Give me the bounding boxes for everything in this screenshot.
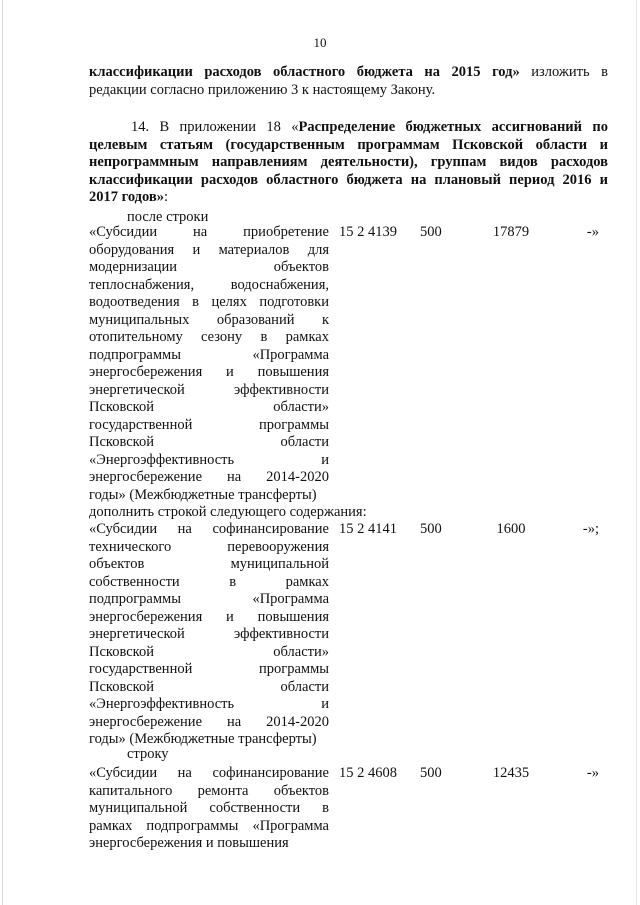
text-line	[89, 64, 608, 82]
description-line: капитального ремонта объектов	[89, 782, 329, 799]
row-description	[89, 765, 329, 853]
bold-text-segment: классификации расходов областного бюджета на 2015 год»	[89, 64, 520, 80]
row-word-label: строку	[127, 746, 169, 762]
row-amount: 12435	[492, 765, 530, 781]
description-line: энергетической эффективности	[89, 381, 329, 398]
description-line: муниципальной собственности в	[89, 800, 329, 816]
bold-text-segment: классификации расходов областного бюджета на плановый период 2016 и	[89, 171, 608, 188]
row-description	[89, 521, 329, 749]
row-target-code: 15 2 4139	[339, 224, 397, 240]
description-line: технического перевооружения	[89, 538, 329, 555]
row-amount: 17879	[492, 224, 530, 240]
text-line	[89, 172, 608, 190]
description-line: государственной программы	[89, 661, 329, 677]
description-line: Псковской области»	[89, 643, 329, 660]
item-14-paragraph	[89, 119, 608, 207]
description-line: «Субсидии на софинансирование	[89, 521, 329, 537]
row-amount: 1600	[496, 521, 526, 537]
text-segment: редакции согласно приложению 3 к настоящему Закону.	[89, 81, 436, 98]
description-line: «Энергоэффективность и	[89, 696, 329, 712]
description-line: собственности в рамках	[89, 573, 329, 590]
text-line	[89, 119, 608, 137]
description-line: «Субсидии на приобретение	[89, 224, 329, 240]
page-number: 10	[313, 35, 327, 50]
description-line: отопительному сезону в рамках	[89, 329, 329, 345]
description-line: энергосбережения и повышения	[89, 835, 289, 851]
description-line: водоотведения в целях подготовки	[89, 294, 329, 310]
text-line	[89, 137, 608, 155]
description-line: рамках подпрограммы «Программа	[89, 817, 329, 834]
row-closing-mark: -»	[586, 224, 599, 240]
description-line: Псковской области	[89, 678, 329, 695]
text-line	[89, 82, 608, 100]
description-line: энергосбережение на 2014-2020	[89, 713, 329, 730]
after-row-label: после строки	[127, 209, 209, 225]
description-line: энергетической эффективности	[89, 626, 329, 642]
row-closing-mark: -»;	[582, 521, 599, 537]
row-expense-type: 500	[420, 521, 442, 537]
description-line: годы» (Межбюджетные трансферты)	[89, 486, 317, 503]
description-line: подпрограммы «Программа	[89, 346, 329, 363]
description-line: Псковской области	[89, 434, 329, 450]
description-line: энергосбережения и повышения	[89, 364, 329, 380]
description-line: оборудования и материалов для	[89, 241, 329, 258]
row-target-code: 15 2 4141	[339, 521, 397, 537]
text-line	[89, 189, 608, 207]
row-closing-mark: -»	[586, 765, 599, 781]
row-target-code: 15 2 4608	[339, 765, 397, 781]
description-line: «Субсидии на софинансирование	[89, 765, 329, 781]
description-line: годы» (Межбюджетные трансферты)	[89, 731, 317, 747]
description-line: «Энергоэффективность и	[89, 451, 329, 468]
text-segment: 14. В приложении 18 «	[131, 119, 299, 135]
description-line: муниципальных образований к	[89, 311, 329, 328]
description-line: энергосбережения и повышения	[89, 608, 329, 625]
intro-paragraph	[89, 64, 608, 99]
description-line: энергосбережение на 2014-2020	[89, 469, 329, 485]
description-line: модернизации объектов	[89, 259, 329, 275]
bold-text-segment: непрограммным направлениям деятельности), группам видов расходов	[89, 154, 608, 170]
row-description	[89, 224, 329, 504]
bold-text-segment: целевым статьям (государственным программам Псковской области и	[89, 136, 608, 153]
text-segment: :	[164, 189, 169, 205]
text-segment: изложить в	[519, 64, 608, 80]
description-line: Псковской области»	[89, 399, 329, 415]
description-line: государственной программы	[89, 416, 329, 433]
description-line: объектов муниципальной	[89, 556, 329, 572]
row-expense-type: 500	[420, 224, 442, 240]
description-line: теплоснабжения, водоснабжения,	[89, 276, 329, 293]
row-expense-type: 500	[420, 765, 442, 781]
bold-text-segment: 2017 годов»	[89, 189, 164, 205]
scan-edge-right	[636, 0, 637, 905]
description-line: подпрограммы «Программа	[89, 591, 329, 607]
text-line	[89, 154, 608, 172]
scan-edge-left	[2, 0, 3, 905]
bold-text-segment: Распределение бюджетных ассигнований по	[298, 119, 608, 135]
add-row-label: дополнить строкой следующего содержания:	[89, 504, 367, 520]
